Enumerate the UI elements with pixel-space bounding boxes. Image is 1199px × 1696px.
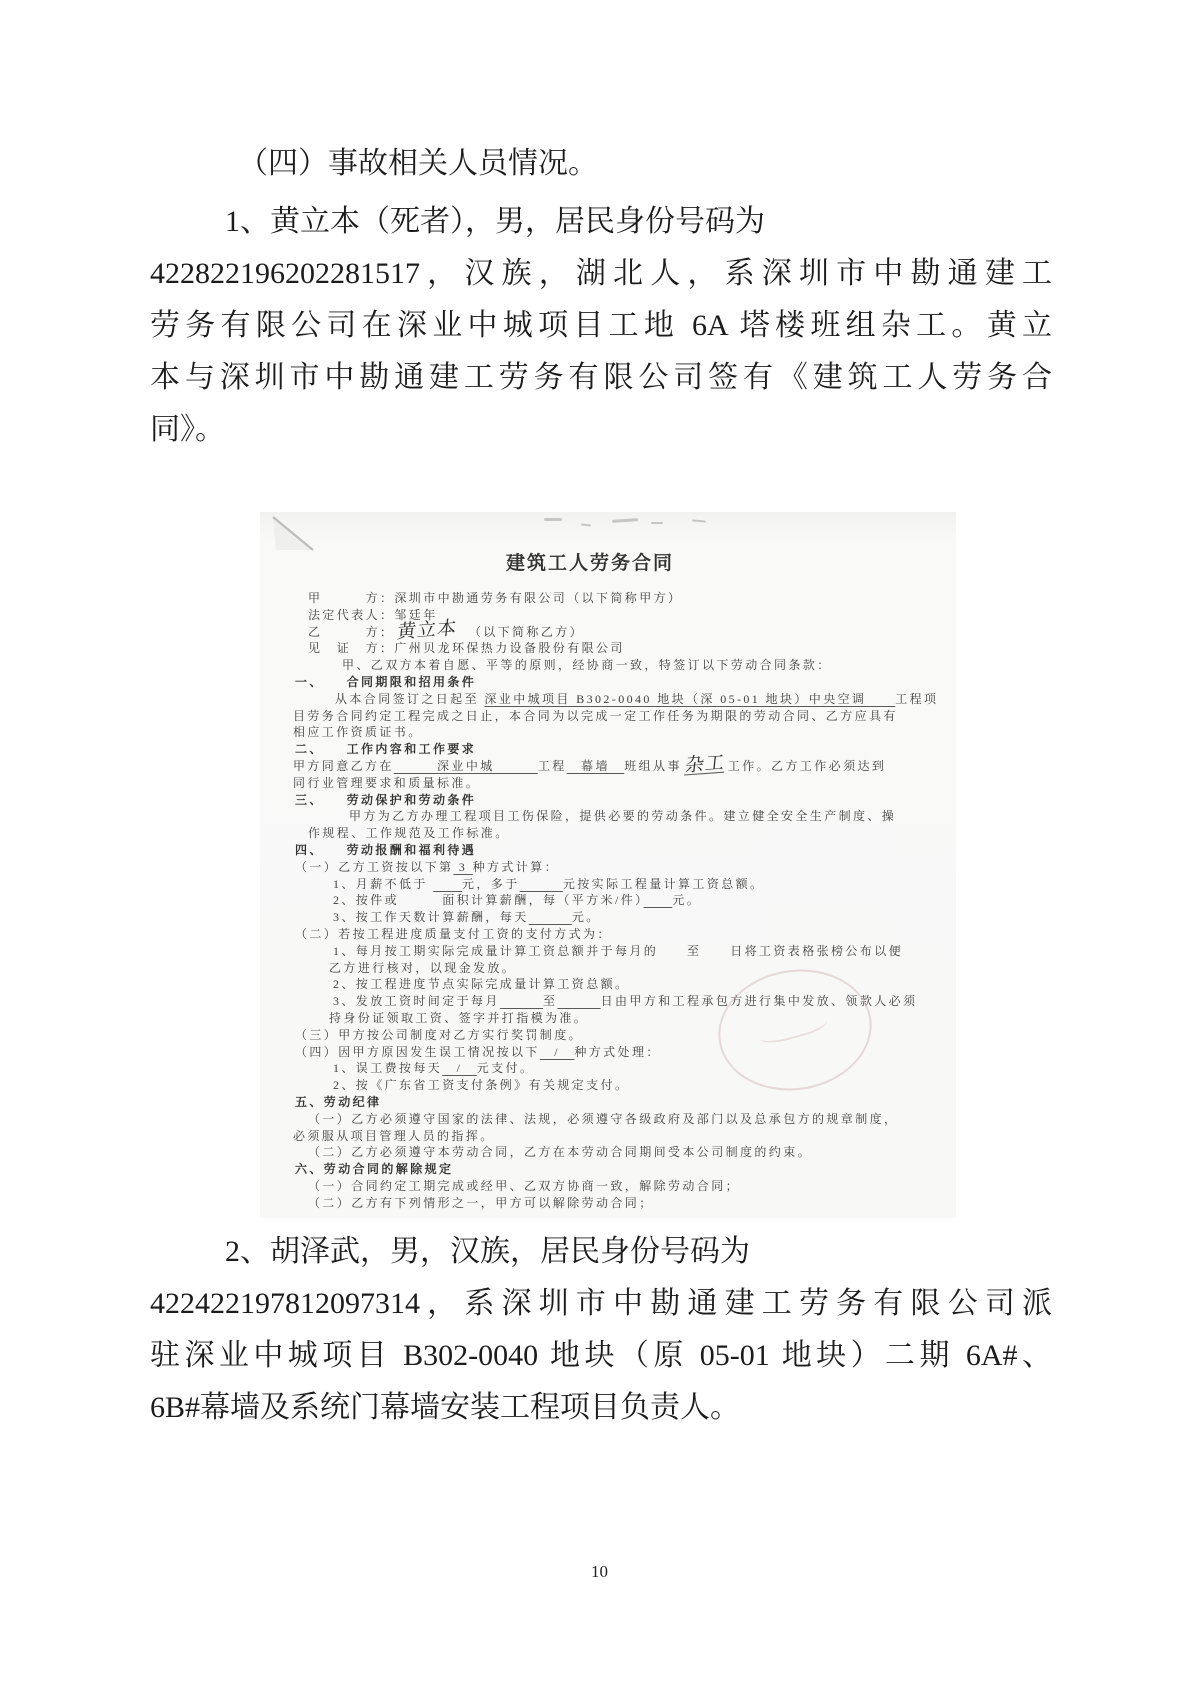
contract-line bbox=[333, 1077, 926, 1094]
contract-line bbox=[295, 1094, 926, 1111]
contract-line bbox=[295, 926, 926, 943]
scan-smudge bbox=[651, 522, 663, 524]
contract-text bbox=[644, 893, 673, 907]
contract-text: （以下简称乙方） bbox=[460, 624, 585, 639]
contract-text bbox=[557, 994, 600, 1008]
contract-text: 元。 bbox=[672, 893, 702, 908]
contract-text: 乙方进行核对，以现金发放。 bbox=[329, 960, 517, 975]
contract-text: 种方式处理： bbox=[574, 1044, 661, 1059]
contract-line bbox=[333, 876, 926, 893]
section-heading: （四）事故相关人员情况。 bbox=[238, 147, 598, 180]
contract-text: 1、误工费按每天 bbox=[333, 1061, 443, 1076]
contract-text: 至 bbox=[543, 994, 558, 1009]
contract-line bbox=[293, 775, 926, 792]
contract-line bbox=[308, 825, 926, 842]
contract-text: 相应工作资质证书。 bbox=[293, 725, 423, 740]
contract-text: （一）合同约定工期完成或经甲、乙双方协商一致，解除劳动合同； bbox=[308, 1178, 741, 1193]
contract-text: 1、月薪不低于 bbox=[333, 876, 434, 891]
contract-text: 2、按件或 面积计算薪酬，每（平方米/件） bbox=[333, 893, 644, 908]
body-text-line: 驻深业中城项目 B302-0040 地块（原 05-01 地块）二期 6A#、 bbox=[150, 1339, 1052, 1372]
contract-text: （二）若按工程进度质量支付工资的支付方式为： bbox=[295, 926, 612, 941]
contract-text: 3 bbox=[453, 859, 473, 874]
contract-text: 法定代表人：邹廷年 bbox=[308, 607, 438, 622]
body-text-line: 本与深圳市中勘通建工劳务有限公司签有《建筑工人劳务合 bbox=[150, 361, 1052, 394]
contract-line bbox=[295, 792, 926, 809]
contract-text: 同行业管理要求和质量标准。 bbox=[293, 775, 481, 790]
body-text-line: 422822196202281517，汉族，湖北人，系深圳市中勘通建工 bbox=[150, 257, 1052, 290]
body-text-line: 劳务有限公司在深业中城项目工地 6A 塔楼班组杂工。黄立 bbox=[150, 309, 1052, 342]
contract-text: 种方式计算： bbox=[472, 859, 560, 874]
contract-line bbox=[349, 808, 926, 825]
contract-text: 深业中城项目 B302-0040 地块（深 05-01 地块）中央空调 bbox=[484, 691, 896, 706]
contract-text: 3、按工作天数计算薪酬，每天 bbox=[333, 910, 529, 925]
page-fold-mark bbox=[268, 512, 320, 554]
contract-text: （四）因甲方原因发生误工情况按以下 bbox=[295, 1044, 540, 1059]
contract-line bbox=[295, 674, 926, 691]
scan-smudge bbox=[612, 518, 638, 523]
body-text-line: 422422197812097314，系深圳市中勘通建工劳务有限公司派 bbox=[150, 1287, 1052, 1320]
contract-text: 从本合同签订之日起至 bbox=[335, 691, 485, 706]
handwritten-text: 黄立本 bbox=[396, 617, 459, 643]
contract-text: 工程项 bbox=[895, 691, 939, 706]
contract-text: 甲方为乙方办理工程项目工伤保险，提供必要的劳动条件。建立健全安全生产制度、操 bbox=[349, 809, 897, 824]
contract-text: 1、每月按工期实际完成量计算工资总额并于每月的 至 日将工资表格张榜公布以便 bbox=[333, 943, 904, 958]
contract-line bbox=[295, 1161, 926, 1178]
contract-line bbox=[308, 617, 926, 643]
contract-text: 甲方同意乙方在 bbox=[293, 758, 394, 773]
contract-scan-image bbox=[260, 512, 956, 1218]
contract-text: 乙 方： bbox=[308, 624, 395, 639]
contract-text: 2、按工程进度节点实际完成量计算工资总额。 bbox=[333, 977, 630, 992]
contract-text: 目劳务合同约定工程完成之日止，本合同为以完成一定工作任务为期限的劳动合同、乙方应具有 bbox=[293, 708, 898, 723]
scan-smudge bbox=[581, 523, 591, 526]
contract-text: 幕墙 bbox=[566, 758, 625, 773]
contract-text: 班组从事 bbox=[624, 758, 682, 773]
contract-title: 建筑工人劳务合同 bbox=[505, 553, 674, 574]
seal-stamp-mark bbox=[756, 1008, 829, 1047]
contract-line bbox=[329, 960, 926, 977]
contract-line bbox=[308, 1178, 926, 1195]
contract-line bbox=[293, 708, 926, 725]
scan-smudge bbox=[692, 519, 706, 522]
contract-text: 工作。乙方工作必须达到 bbox=[727, 758, 887, 773]
contract-line bbox=[293, 752, 926, 777]
contract-text: 甲、乙双方本着自愿、平等的原则，经协商一致，特签订以下劳动合同条款： bbox=[342, 658, 832, 673]
contract-text bbox=[520, 877, 563, 891]
contract-text: 甲 方：深圳市中勘通劳务有限公司（以下简称甲方） bbox=[308, 591, 683, 605]
contract-text bbox=[500, 994, 543, 1008]
contract-text bbox=[529, 910, 572, 924]
contract-text: 必须服从项目管理人员的指挥。 bbox=[293, 1128, 495, 1143]
contract-line bbox=[333, 892, 926, 909]
contract-line bbox=[308, 590, 926, 607]
contract-line bbox=[333, 909, 926, 926]
scan-smudge bbox=[544, 518, 562, 521]
contract-line bbox=[335, 691, 939, 708]
contract-line bbox=[308, 1144, 926, 1161]
body-text-line: 同》。 bbox=[150, 413, 225, 446]
contract-text: 工程 bbox=[537, 758, 567, 773]
contract-text: 四、 劳动报酬和福利待遇 bbox=[295, 842, 477, 857]
contract-text: （二）乙方必须遵守本劳动合同，乙方在本劳动合同期间受本公司制度的约束。 bbox=[308, 1145, 813, 1160]
contract-text: 一、 合同期限和招用条件 bbox=[295, 674, 477, 689]
contract-text: 六、劳动合同的解除规定 bbox=[295, 1162, 454, 1177]
paragraph-hu-zewu bbox=[150, 1226, 1052, 1434]
contract-text: （一）乙方必须遵守国家的法律、法规，必须遵守各级政府及部门以及总承包方的规章制度， bbox=[308, 1111, 899, 1126]
handwritten-text: 杂工 bbox=[683, 752, 726, 777]
contract-text: / bbox=[442, 1061, 477, 1076]
contract-text: / bbox=[539, 1044, 575, 1059]
contract-line bbox=[333, 943, 926, 960]
contract-line bbox=[308, 1195, 926, 1212]
contract-text: 三、 劳动保护和劳动条件 bbox=[295, 792, 477, 807]
contract-body bbox=[260, 590, 956, 1211]
paragraph-huang-liben bbox=[150, 196, 1052, 456]
contract-text: 3、发放工资时间定于每月 bbox=[333, 994, 500, 1009]
contract-line bbox=[295, 859, 926, 876]
contract-line bbox=[295, 842, 926, 859]
body-text-line: 1、黄立本（死者），男，居民身份号码为 bbox=[225, 205, 765, 238]
body-text-line: 6B#幕墙及系统门幕墙安装工程项目负责人。 bbox=[150, 1391, 741, 1424]
contract-text bbox=[433, 877, 462, 891]
contract-text: 2、按《广东省工资支付条例》有关规定支付。 bbox=[333, 1078, 630, 1093]
contract-line bbox=[295, 741, 926, 758]
contract-text: 见 证 方：广州贝龙环保热力设备股份有限公司 bbox=[308, 641, 625, 656]
contract-line bbox=[308, 1111, 926, 1128]
contract-line bbox=[308, 640, 926, 657]
contract-text: 持身份证领取工资、签字并打指模为准。 bbox=[329, 1010, 589, 1025]
contract-text: （一）乙方工资按以下第 bbox=[295, 859, 454, 874]
contract-line bbox=[293, 724, 926, 741]
contract-text: 元按实际工程量计算工资总额。 bbox=[562, 876, 765, 891]
body-text-line: 2、胡泽武，男，汉族，居民身份号码为 bbox=[225, 1235, 750, 1268]
contract-text: 日由甲方和工程承包方进行集中发放、领款人必须 bbox=[600, 994, 918, 1009]
page-number: 10 bbox=[591, 1562, 608, 1581]
contract-text: （二）乙方有下列情形之一，甲方可以解除劳动合同； bbox=[308, 1195, 654, 1210]
contract-text: 深业中城 bbox=[393, 758, 538, 773]
contract-text: 二、 工作内容和工作要求 bbox=[295, 742, 477, 757]
contract-line bbox=[342, 657, 926, 674]
contract-text: 作规程、工作规范及工作标准。 bbox=[308, 826, 510, 841]
contract-line bbox=[293, 1128, 926, 1145]
contract-text: 元支付。 bbox=[476, 1061, 535, 1076]
contract-text: （三）甲方按公司制度对乙方实行奖罚制度。 bbox=[295, 1027, 584, 1042]
contract-text: 元，多于 bbox=[462, 876, 520, 891]
contract-text: 五、劳动纪律 bbox=[295, 1094, 382, 1109]
contract-text: 元。 bbox=[571, 910, 601, 925]
